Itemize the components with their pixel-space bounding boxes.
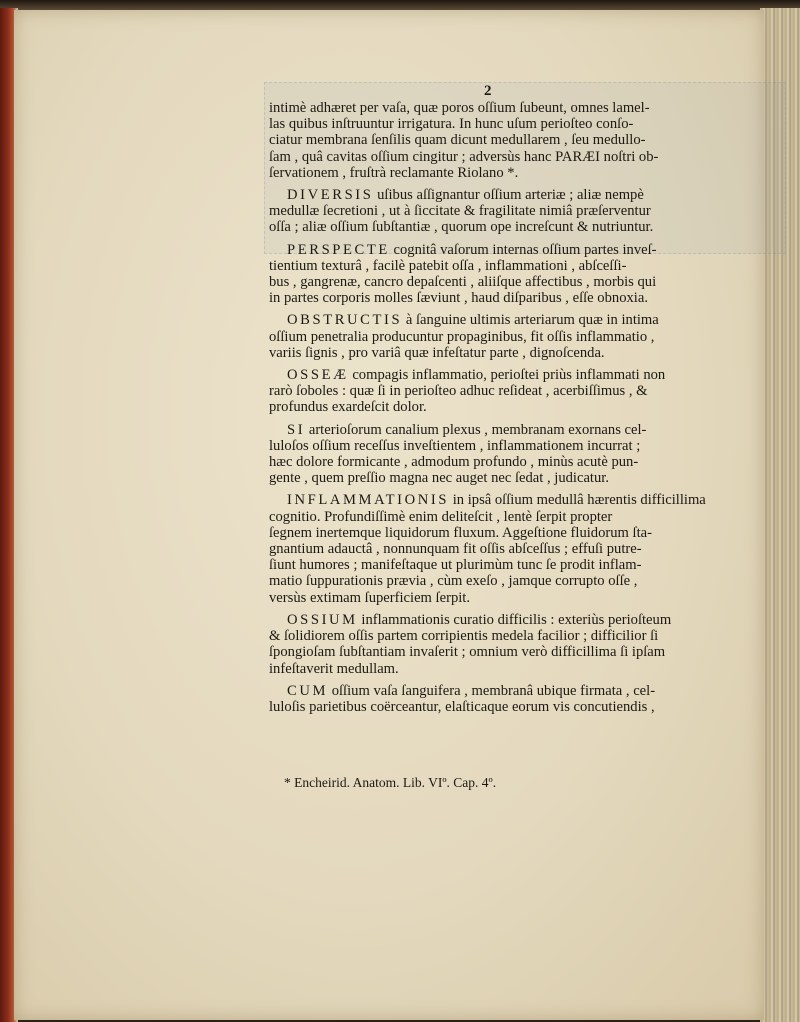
text-run: in ipsâ oſſium medullâ hærentis difficillima <box>449 492 706 509</box>
text-run: inflammationis curatio difficilis : exteriùs perioſteum <box>357 611 672 628</box>
text-line: in partes corporis molles ſæviunt , haud diſparibus , eſſe obnoxia. <box>269 290 648 307</box>
body-text <box>269 100 779 721</box>
text-line: versùs extimam ſuperficiem ſerpit. <box>269 589 471 606</box>
text-line: & ſolidiorem oſſis partem corripientis medela facilior ; difficilior ſi <box>269 628 659 645</box>
paragraph <box>269 492 779 605</box>
text-line: bus , gangrenæ, cancro depaſcenti , aliiſque affectibus , morbis qui <box>269 274 657 291</box>
text-line: ſam , quâ cavitas oſſium cingitur ; adversùs hanc PARÆI noſtri ob- <box>269 148 659 165</box>
text-line: rarò ſoboles : quæ ſi in perioſteo adhuc reſideat , acerbiſſimus , & <box>269 383 648 400</box>
text-run: arterioſorum canalium plexus , membranam exornans cel- <box>305 421 647 438</box>
text-line <box>269 312 779 328</box>
paragraph <box>269 242 779 307</box>
footnote: * Encheirid. Anatom. Lib. VIº. Cap. 4º. <box>284 775 497 790</box>
paragraph-lead-word: CUM <box>287 682 329 699</box>
paragraph <box>269 683 779 715</box>
text-line: ſervationem , fruſtrà reclamante Riolano *. <box>269 164 519 181</box>
text-line: matio ſuppurationis prævia , cùm exeſo , jamque corrupto oſſe , <box>269 573 638 590</box>
text-line: intimè adhæret per vaſa, quæ poros oſſium ſubeunt, omnes lamel- <box>269 100 650 116</box>
text-line: variis ſignis , pro variâ quæ infeſtatur parte , dignoſcenda. <box>269 344 605 361</box>
paragraph <box>269 312 779 361</box>
text-line: tientium texturâ , facilè patebit oſſa , inflammationi , abſceſſi- <box>269 257 627 274</box>
paragraph-lead-word: OBSTRUCTIS <box>287 312 403 329</box>
text-line <box>269 683 779 699</box>
paragraph <box>269 187 779 236</box>
page-number: 2 <box>484 83 492 99</box>
text-line: hæc dolore formicante , admodum profundo , minùs acutè pun- <box>269 454 639 471</box>
text-line: infeſtaverit medullam. <box>269 660 399 677</box>
text-line: profundus exardeſcit dolor. <box>269 399 427 416</box>
text-line: oſſa ; aliæ oſſium ſubſtantiæ , quorum ope increſcunt & nutriuntur. <box>269 219 654 236</box>
text-run: oſſium vaſa ſanguifera , membranâ ubique firmata , cel- <box>328 682 656 699</box>
text-line: cognitio. Profundiſſimè enim deliteſcit , lentè ſerpit propter <box>269 508 613 525</box>
text-line: luloſis parietibus coërceantur, elaſticaque eorum vis concutiendis , <box>269 698 655 715</box>
paragraph-lead-word: PERSPECTE <box>287 241 390 258</box>
text-line: gnantium adauctâ , nonnunquam fit oſſis abſceſſus ; effuſi putre- <box>269 541 642 558</box>
scan-top-edge <box>0 0 800 10</box>
text-run: cognitâ vaſorum internas oſſium partes inveſ- <box>389 241 657 258</box>
text-line: ſpongioſam ſubſtantiam invaſerit ; omnium verò difficillima ſi ipſam <box>269 644 666 661</box>
text-line: luloſos oſſium receſſus inveſtientem , inflammationem incurrat ; <box>269 437 641 454</box>
text-line: ſiunt humores ; manifeſtaque ut plurimùm tunc ſe prodit inflam- <box>269 557 642 574</box>
text-line: ſegnem inertemque liquidorum fluxum. Aggeſtione fluidorum ſta- <box>269 524 653 541</box>
text-line <box>269 492 779 508</box>
text-line: oſſium penetralia producuntur propaginibus, fit oſſis inflammatio , <box>269 328 655 345</box>
paragraph-lead-word: OSSIUM <box>287 611 358 628</box>
paragraph-lead-word: SI <box>287 421 306 438</box>
paragraph <box>269 422 779 487</box>
text-line: las quibus inſtruuntur irrigatura. In hunc uſum perioſteo conſo- <box>269 116 634 133</box>
text-run: compagis inflammatio, perioſtei priùs inflammati non <box>348 367 666 384</box>
paragraph-lead-word: INFLAMMATIONIS <box>287 492 450 509</box>
text-run: uſibus aſſignantur oſſium arteriæ ; aliæ nempè <box>373 187 644 204</box>
text-line <box>269 187 779 203</box>
text-line <box>269 242 779 258</box>
paragraph <box>269 100 779 181</box>
text-line <box>269 367 779 383</box>
text-line <box>269 612 779 628</box>
text-line: gente , quem preſſio magna nec auget nec ſedat , judicatur. <box>269 470 609 487</box>
book-page <box>14 10 764 1020</box>
text-line: ciatur membrana ſenſilis quam dicunt medullarem , ſeu medullo- <box>269 132 646 149</box>
paragraph <box>269 367 779 416</box>
paragraph <box>269 612 779 677</box>
paragraph-lead-word: DIVERSIS <box>287 187 374 204</box>
text-run: à ſanguine ultimis arteriarum quæ in intima <box>402 312 659 329</box>
text-line <box>269 422 779 438</box>
text-line: medullæ ſecretioni , ut à ſiccitate & fragilitate nimiâ præſerventur <box>269 203 651 220</box>
paragraph-lead-word: OSSEÆ <box>287 367 349 384</box>
